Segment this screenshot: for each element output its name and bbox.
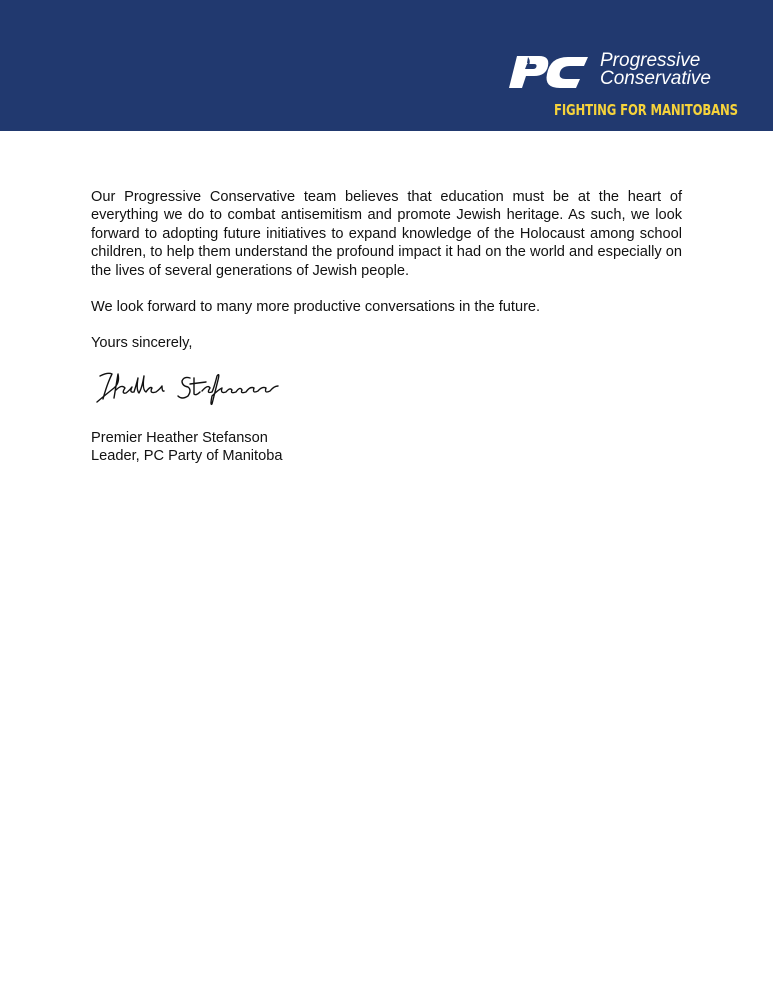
logo-wordmark <box>600 52 711 88</box>
party-logo <box>508 52 738 92</box>
paragraph-conversations: We look forward to many more productive conversations in the future. <box>91 299 541 316</box>
closing-salutation: Yours sincerely, <box>91 335 193 352</box>
tagline: FIGHTING FOR MANITOBANS <box>554 101 738 119</box>
paragraph-education: Our Progressive Conservative team believes that education must be at the heart of everything we do to combat antisemitism and promote Jewish heritage. As such, we look forward to adopting future initiatives to expand knowledge of the Holocaust among school children, to help them understand the profound impact it had on the world and especially on the lives of several generations of Jewish people. <box>91 189 682 279</box>
logo-word-conservative: Conservative <box>600 68 711 89</box>
signer-title: Leader, PC Party of Manitoba <box>91 448 283 465</box>
signer-block <box>91 429 282 466</box>
signer-name: Premier Heather Stefanson <box>91 430 268 446</box>
letter-body <box>91 188 682 353</box>
handwritten-signature <box>94 366 290 406</box>
pc-logo-mark <box>508 52 594 92</box>
logo-word-progressive: Progressive <box>600 50 701 71</box>
letterhead-banner <box>0 0 773 131</box>
